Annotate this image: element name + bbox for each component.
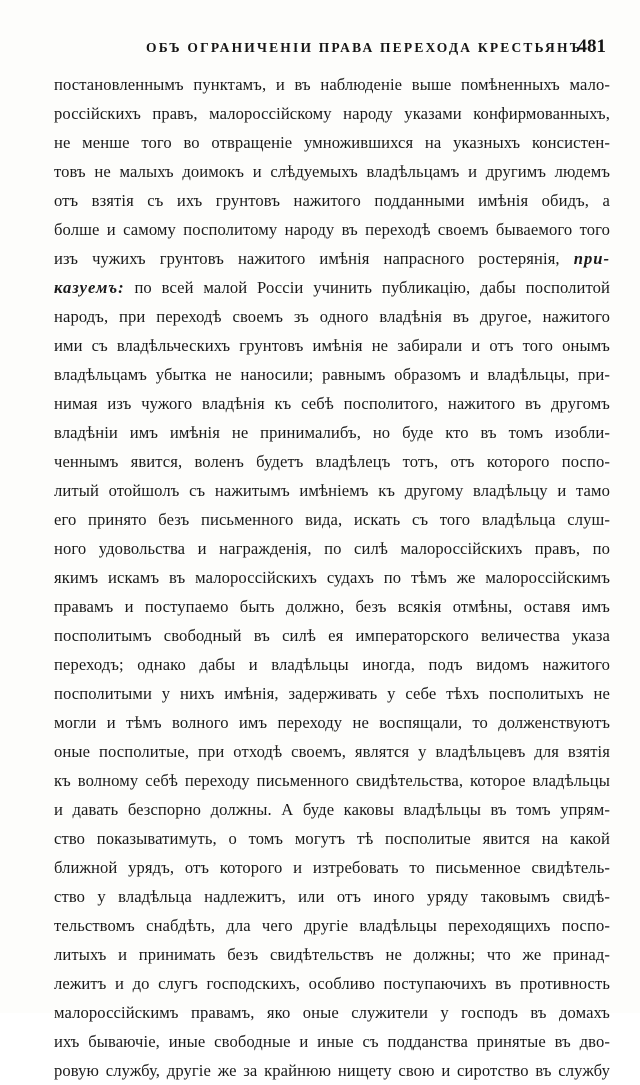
italic-word: при- bbox=[573, 249, 610, 268]
text-line bbox=[54, 244, 610, 273]
text-line: и давать безспорно должны. А буде каковы владѣльцы въ томъ упрям- bbox=[54, 800, 610, 819]
text-line: россійскихъ правъ, малороссійскому народу указами конфирмованныхъ, bbox=[54, 104, 610, 123]
text-line-segment: по всей малой Россіи учинить публикацію, дабы посполитой bbox=[134, 278, 611, 297]
text-line: малороссійскимъ правамъ, яко оные служители у господъ въ домахъ bbox=[54, 1003, 610, 1022]
text-line: ченнымъ явится, воленъ будетъ владѣлецъ тотъ, отъ которого поспо- bbox=[54, 452, 610, 471]
text-line: оные посполитые, при отходѣ своемъ, являтся у владѣльцевъ для взятія bbox=[54, 742, 610, 761]
text-line: ихъ бываючіе, иные свободные и иные съ подданства принятые въ дво- bbox=[54, 1032, 610, 1051]
text-line: литый отойшолъ съ нажитымъ имѣніемъ къ другому владѣльцу и тамо bbox=[54, 481, 610, 500]
text-line: посполитыми у нихъ имѣнія, задерживать у себе тѣхъ посполитыхъ не bbox=[54, 684, 610, 703]
text-line: болше и самому посполитому народу въ переходѣ своемъ бываемого того bbox=[54, 220, 610, 239]
text-line: отъ взятія съ ихъ грунтовъ нажитого подданными имѣнія обидъ, а bbox=[54, 191, 610, 210]
text-line: владѣніи имъ имѣнія не принималибъ, но буде кто въ томъ изобли- bbox=[54, 423, 610, 442]
text-line: тельствомъ снабдѣть, дла чего другіе владѣльцы переходящихъ поспо- bbox=[54, 916, 610, 935]
text-line: ближной урядъ, отъ которого и изтребовать то письменное свидѣтель- bbox=[54, 858, 610, 877]
page-number: 481 bbox=[577, 36, 606, 57]
text-line: постановленнымъ пунктамъ, и въ наблюденіе выше помѣненныхъ мало- bbox=[54, 75, 610, 94]
running-title: ОБЪ ОГРАНИЧЕНІИ ПРАВА ПЕРЕХОДА КРЕСТЬЯНЪ. bbox=[146, 40, 588, 55]
page-header bbox=[60, 36, 608, 60]
italic-word: казуемъ: bbox=[54, 278, 125, 297]
text-line: могли и тѣмъ волного имъ переходу не воспящали, то долженствуютъ bbox=[54, 713, 610, 732]
text-line: его принято безъ письменного вида, искать съ того владѣльца слуш- bbox=[54, 510, 610, 529]
text-line: лежитъ и до слугъ господскихъ, особливо поступаючихъ въ противность bbox=[54, 974, 610, 993]
text-line: къ волному себѣ переходу письменного свидѣтельства, которое владѣльцы bbox=[54, 771, 610, 790]
text-line: ство у владѣльца надлежитъ, или отъ иного уряду таковымъ свидѣ- bbox=[54, 887, 610, 906]
text-line: ство показыватимуть, о томъ могутъ тѣ посполитые явится на какой bbox=[54, 829, 610, 848]
text-line: правамъ и поступаемо быть должно, безъ всякія отмѣны, оставя имъ bbox=[54, 597, 610, 616]
text-line: не менше того во отвращеніе умножившихся на указныхъ консистен- bbox=[54, 133, 610, 152]
body-text bbox=[54, 70, 610, 1085]
text-line: якимъ искамъ въ малороссійскихъ судахъ по тѣмъ же малороссійскимъ bbox=[54, 568, 610, 587]
text-line: ими съ владѣльческихъ грунтовъ имѣнія не забирали и отъ того онымъ bbox=[54, 336, 610, 355]
text-line: переходъ; однако дабы и владѣльцы иногда, подъ видомъ нажитого bbox=[54, 655, 610, 674]
text-line: товъ не малыхъ доимокъ и слѣдуемыхъ владѣльцамъ и другимъ людемъ bbox=[54, 162, 610, 181]
text-line: ного удовольства и награжденія, по силѣ малороссійскихъ правъ, по bbox=[54, 539, 610, 558]
text-line: посполитымъ свободный въ силѣ ея императорского величества указа bbox=[54, 626, 610, 645]
text-line: литыхъ и принимать безъ свидѣтельствъ не должны; что же принад- bbox=[54, 945, 610, 964]
text-line: ровую службу, другіе же за крайнюю нищету свою и сиротство въ службу bbox=[54, 1061, 610, 1080]
text-line-segment: изъ чужихъ грунтовъ нажитого имѣнія напрасного ростерянія, bbox=[54, 249, 560, 268]
text-line: народъ, при переходѣ своемъ зъ одного владѣнія въ другое, нажитого bbox=[54, 307, 610, 326]
text-line: владѣльцамъ убытка не наносили; равнымъ образомъ и владѣльцы, при- bbox=[54, 365, 610, 384]
text-line bbox=[54, 273, 610, 302]
text-line: нимая изъ чужого владѣнія къ себѣ посполитого, нажитого въ другомъ bbox=[54, 394, 610, 413]
